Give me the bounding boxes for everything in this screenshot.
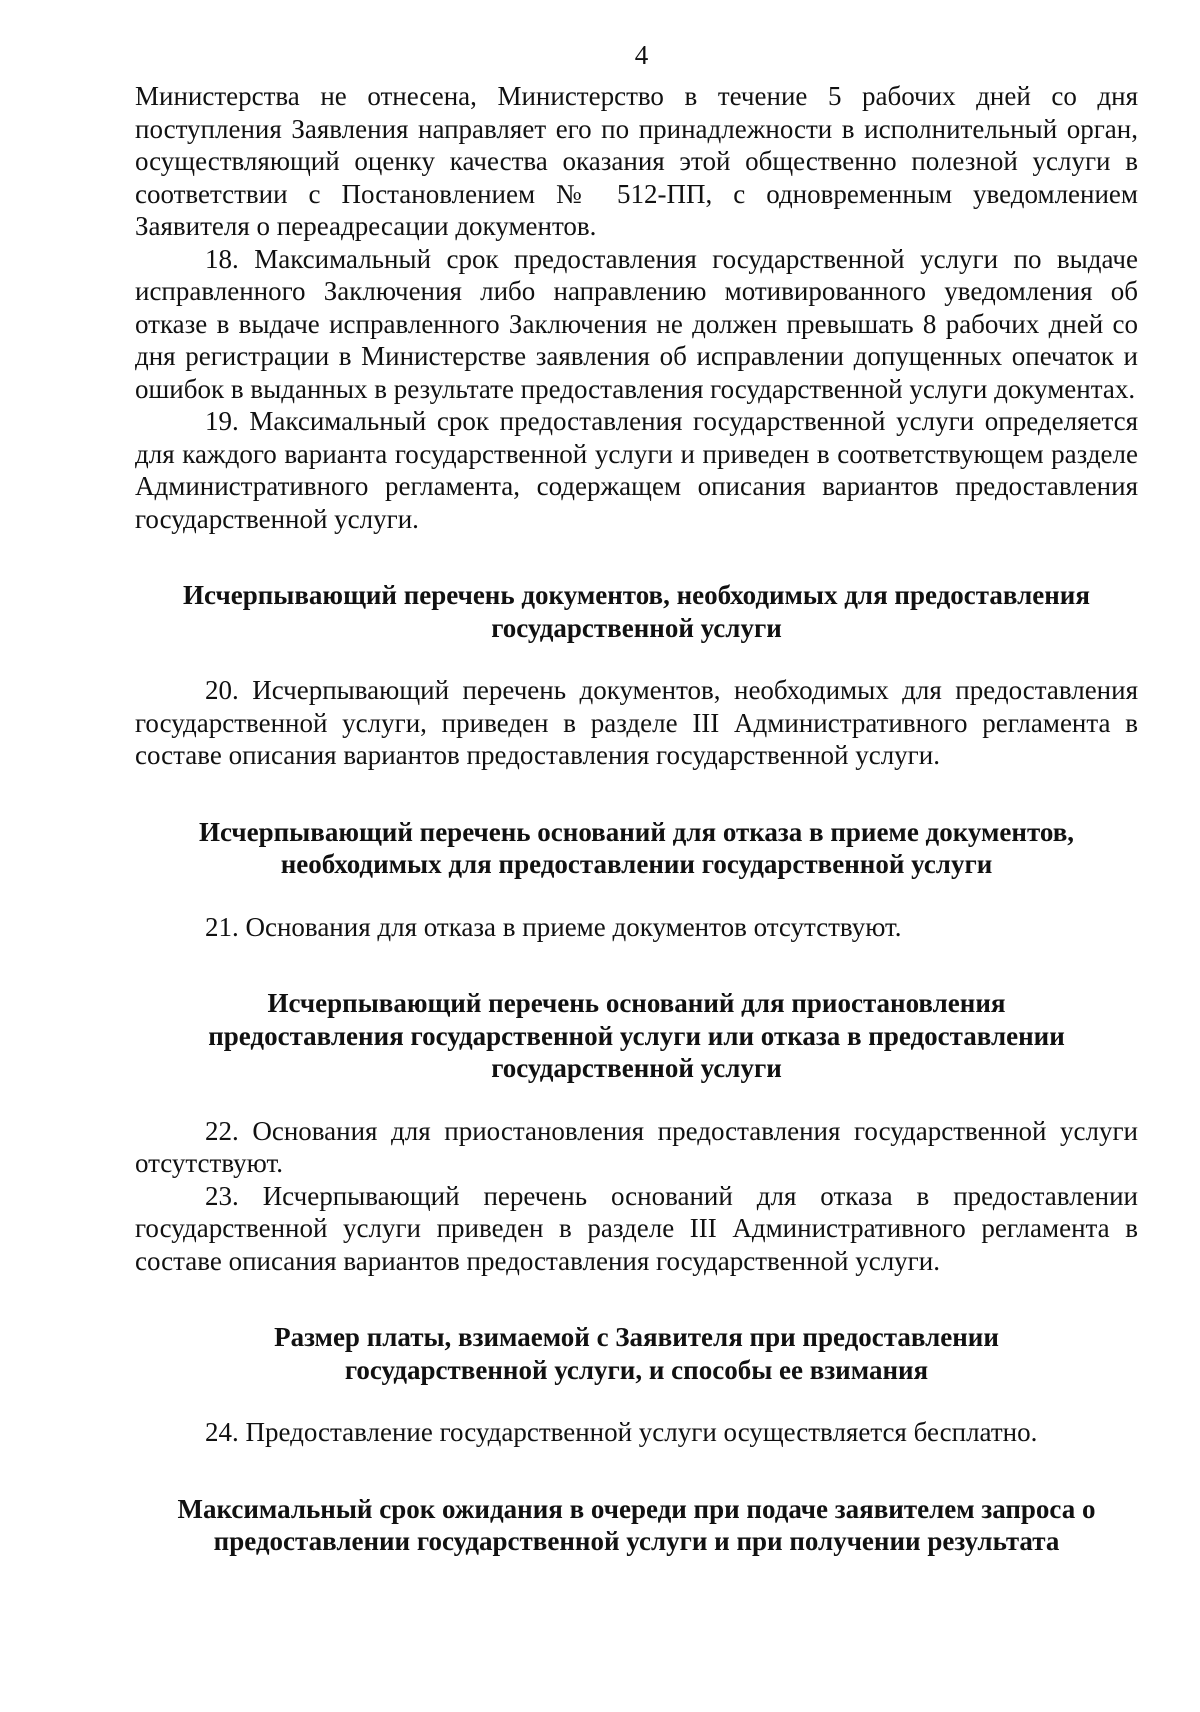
heading-line: Исчерпывающий перечень оснований для отказа в приеме документов,	[198, 816, 1075, 847]
heading-line: предоставлении государственной услуги и при получении результата	[213, 1526, 1060, 1556]
paragraph-24: 24. Предоставление государственной услуги осуществляется бесплатно.	[205, 1417, 1038, 1447]
heading-line: государственной услуги	[491, 612, 782, 643]
paragraph-20: 20. Исчерпывающий перечень документов, необходимых для предоставления государственной услуги, приведен в разделе III Административного регламента в составе описания вариантов предоставления государственной услуги.	[135, 675, 1138, 770]
section-heading-documents-list	[135, 579, 1138, 644]
heading-line: Исчерпывающий перечень документов, необходимых для предоставления	[183, 580, 1090, 610]
paragraph-18: 18. Максимальный срок предоставления государственной услуги по выдаче исправленного Заключения либо направлению мотивированного уведомления об отказе в выдаче исправленного Заключения не должен превышать 8 рабочих дней со дня регистрации в Министерстве заявления об исправлении допущенных опечаток и ошибок в выданных в результате предоставления государственной услуги документах.	[135, 243, 1138, 404]
paragraph-23: 23. Исчерпывающий перечень оснований для отказа в предоставлении государственной услуги приведен в разделе III Административного регламента в составе описания вариантов предоставления государственной услуги.	[135, 1180, 1138, 1276]
paragraph-ministry-redirect: Министерства не отнесена, Министерство в течение 5 рабочих дней со дня поступления Заявления направляет его по принадлежности в исполнительный орган, осуществляющий оценку качества оказания этой общественно полезной услуги в соответствии с Постановлением № 512-ПП, с одновременным уведомлением Заявителя о переадресации документов.	[135, 81, 1138, 241]
heading-line: государственной услуги, и способы ее взимания	[344, 1354, 929, 1385]
page-number: 4	[634, 40, 649, 70]
paragraph-21: 21. Основания для отказа в приеме документов отсутствуют.	[205, 911, 902, 942]
heading-line: Максимальный срок ожидания в очереди при подаче заявителем запроса о	[177, 1493, 1096, 1524]
heading-line: государственной услуги	[491, 1053, 782, 1083]
section-heading-suspension-refusal	[135, 987, 1138, 1085]
heading-line: предоставления государственной услуги или отказа в предоставлении	[208, 1020, 1065, 1051]
section-heading-queue-time	[135, 1493, 1138, 1558]
section-heading-fee	[135, 1321, 1138, 1386]
heading-line: Размер платы, взимаемой с Заявителя при предоставлении	[274, 1322, 999, 1352]
heading-line: необходимых для предоставлении государственной услуги	[280, 849, 993, 879]
heading-line: Исчерпывающий перечень оснований для приостановления	[267, 988, 1006, 1018]
paragraph-19: 19. Максимальный срок предоставления государственной услуги определяется для каждого варианта государственной услуги и приведен в соответствующем разделе Административного регламента, содержащем описания вариантов предоставления государственной услуги.	[135, 406, 1138, 534]
section-heading-refusal-reception	[135, 816, 1138, 881]
paragraph-22: 22. Основания для приостановления предоставления государственной услуги отсутствуют.	[135, 1115, 1138, 1178]
